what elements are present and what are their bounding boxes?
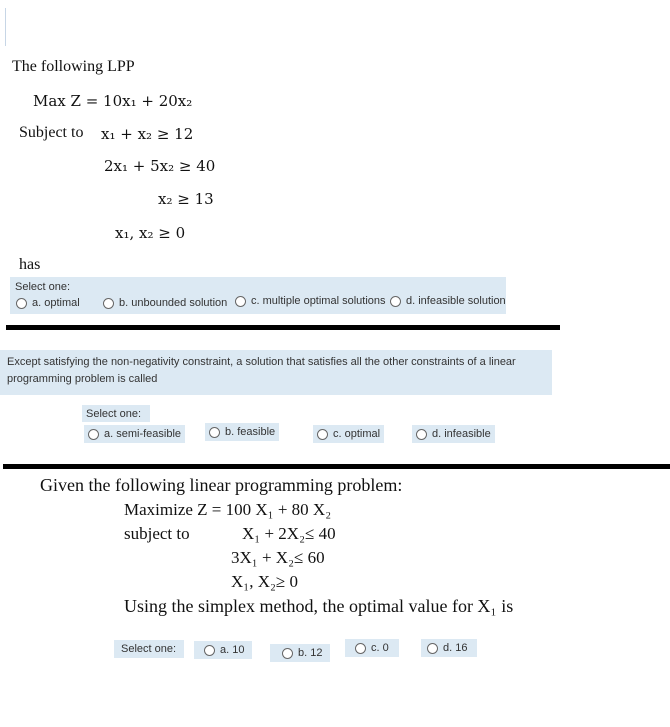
q2-option-d[interactable] — [412, 425, 495, 443]
q3-subject-label: subject to — [124, 524, 190, 543]
radio-icon[interactable] — [390, 296, 401, 307]
q1-option-c-label: c. multiple optimal solutions — [251, 295, 386, 307]
q1-has: has — [19, 256, 41, 273]
q1-select-one: Select one: — [15, 281, 71, 293]
radio-icon[interactable] — [282, 648, 293, 659]
q3-option-b-label: b. 12 — [298, 647, 323, 659]
q2-select-one: Select one: — [86, 408, 142, 420]
q3-question: Using the simplex method, the optimal value for X₁ is — [124, 596, 514, 616]
radio-icon[interactable] — [16, 298, 27, 309]
q1-title: The following LPP — [12, 58, 135, 75]
radio-icon[interactable] — [416, 429, 427, 440]
q1-option-d-label: d. infeasible solution — [406, 295, 506, 307]
q3-constraint-3: X₁, X₂≥ 0 — [231, 572, 298, 591]
radio-icon[interactable] — [103, 298, 114, 309]
divider-2 — [3, 464, 670, 469]
q3-constraint-1: X₁ + 2X₂≤ 40 — [242, 524, 336, 543]
q3-option-d-label: d. 16 — [443, 642, 468, 654]
q3-option-a[interactable] — [194, 641, 252, 659]
q2-option-d-label: d. infeasible — [432, 428, 491, 440]
q1-subject-label: Subject to — [19, 124, 84, 141]
q2-option-b-label: b. feasible — [225, 426, 276, 438]
q3-option-c-label: c. 0 — [371, 642, 389, 654]
q1-constraint-2: 2x₁ + 5x₂ ≥ 40 — [104, 157, 216, 175]
q3-option-d[interactable] — [421, 639, 477, 657]
q1-option-c[interactable] — [235, 295, 386, 307]
radio-icon[interactable] — [235, 296, 246, 307]
radio-icon[interactable] — [427, 643, 438, 654]
q2-option-b[interactable] — [205, 423, 279, 441]
q2-option-a-label: a. semi-feasible — [104, 428, 182, 440]
q1-constraint-3: x₂ ≥ 13 — [158, 190, 214, 208]
q1-option-b[interactable] — [103, 297, 227, 309]
q1-option-b-label: b. unbounded solution — [119, 297, 228, 309]
q2-question-line-2: programming problem is called — [7, 373, 158, 385]
q3-title: Given the following linear programming problem: — [40, 475, 403, 495]
divider-1 — [6, 325, 560, 330]
q1-objective: Max Z = 10x₁ + 20x₂ — [33, 92, 193, 110]
q1-option-d[interactable] — [390, 295, 506, 307]
q2-option-a[interactable] — [84, 425, 185, 443]
radio-icon[interactable] — [355, 643, 366, 654]
radio-icon[interactable] — [88, 429, 99, 440]
q1-constraint-1: x₁ + x₂ ≥ 12 — [101, 125, 194, 143]
radio-icon[interactable] — [317, 429, 328, 440]
radio-icon[interactable] — [204, 645, 215, 656]
q2-option-c-label: c. optimal — [333, 428, 381, 440]
q3-constraint-2: 3X₁ + X₂≤ 60 — [231, 548, 325, 567]
radio-icon[interactable] — [209, 427, 220, 438]
q2-option-c[interactable] — [313, 425, 384, 443]
q3-objective: Maximize Z = 100 X₁ + 80 X₂ — [124, 500, 332, 519]
q3-select-one: Select one: — [121, 643, 177, 655]
q1-constraint-4: x₁, x₂ ≥ 0 — [115, 224, 186, 242]
text-cursor — [5, 8, 6, 46]
q1-option-a[interactable] — [16, 297, 80, 309]
q1-option-a-label: a. optimal — [32, 297, 80, 309]
q2-question-line-1: Except satisfying the non-negativity constraint, a solution that satisfies all the other constraints of a linear — [7, 356, 516, 368]
q3-option-a-label: a. 10 — [220, 644, 245, 656]
q3-option-c[interactable] — [345, 639, 399, 657]
q3-option-b[interactable] — [270, 644, 330, 662]
